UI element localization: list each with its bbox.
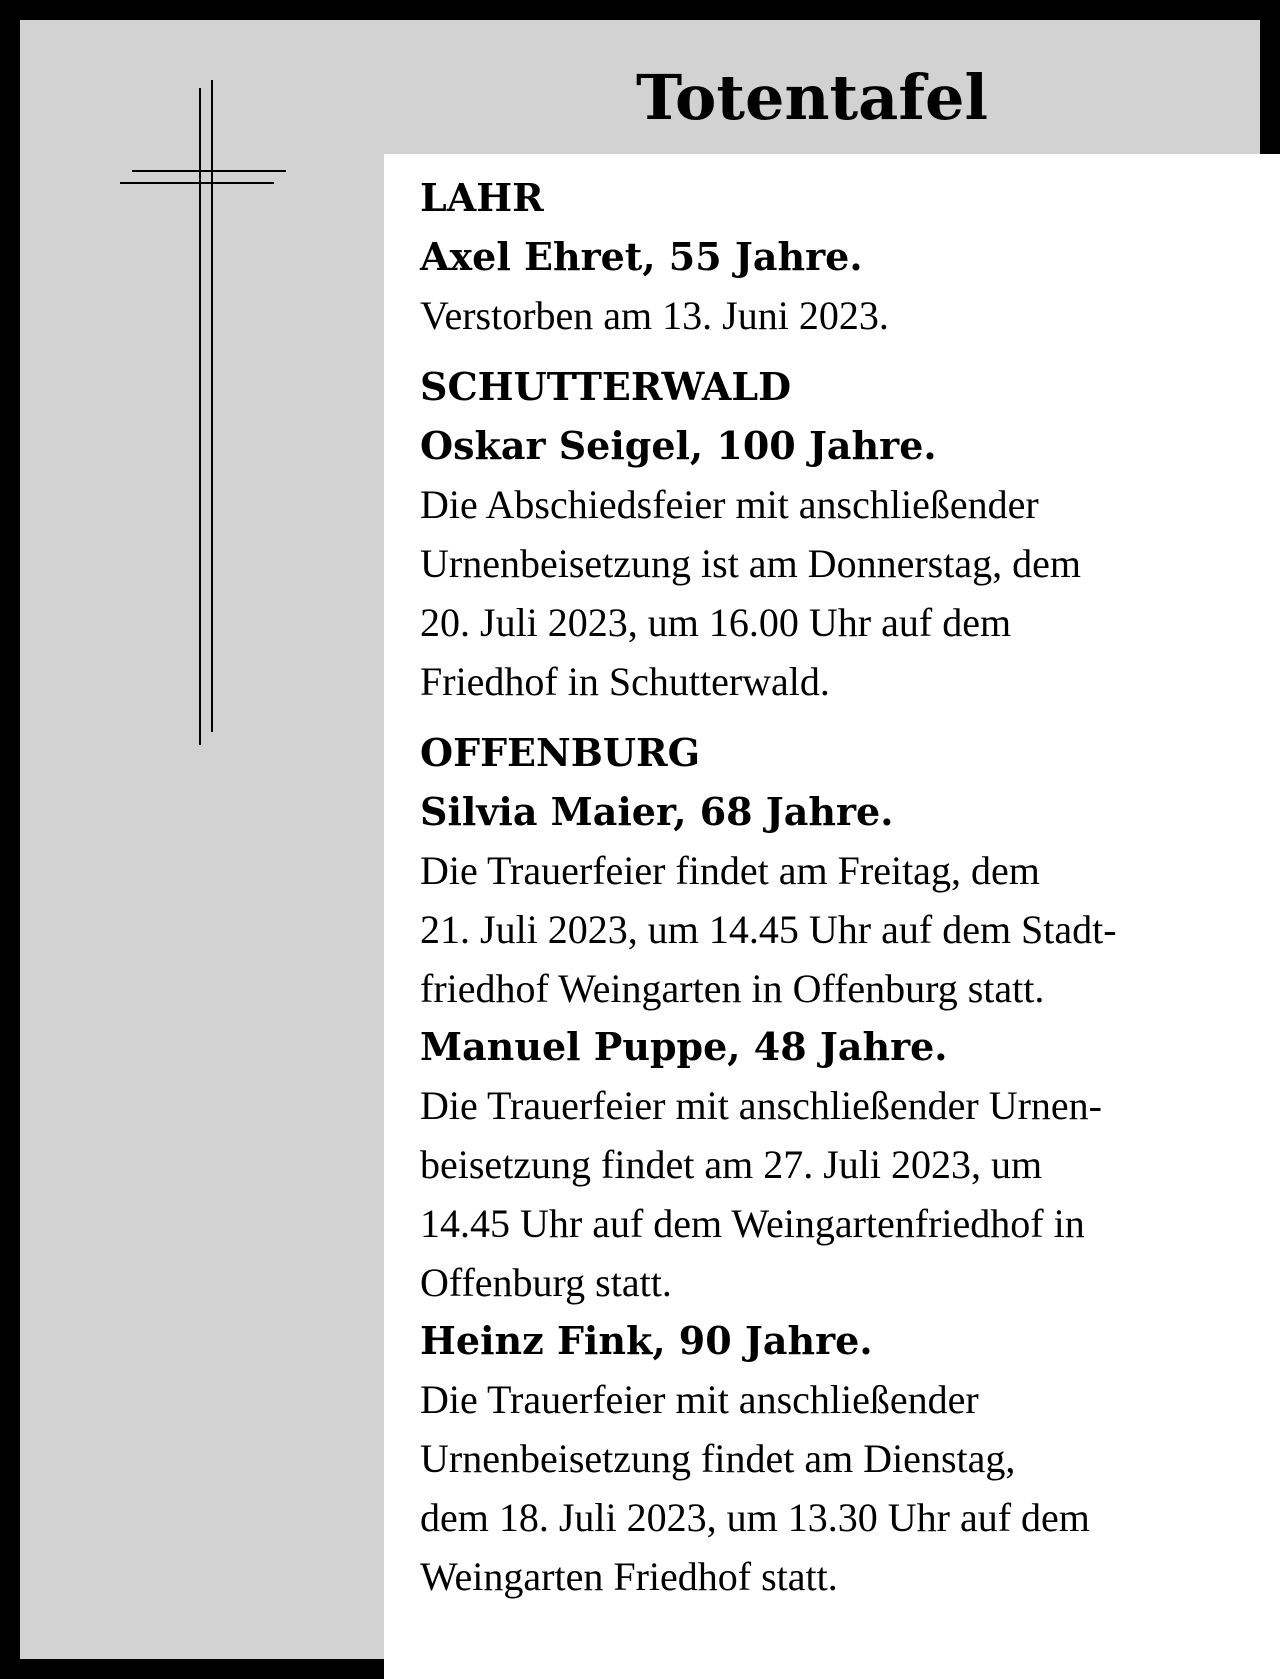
obituary-text-line: Verstorben am 13. Juni 2023. (420, 293, 889, 338)
obituary-text-line: 14.45 Uhr auf dem Weingartenfriedhof in (420, 1201, 1085, 1246)
obituary-text-line: Weingarten Friedhof statt. (420, 1554, 838, 1599)
place-heading: SCHUTTERWALD (420, 364, 792, 409)
page-title: Totentafel (635, 60, 989, 134)
obituary-entry (420, 783, 1240, 1018)
cross-icon (120, 80, 290, 760)
obituary-list (384, 154, 1280, 1679)
obituary-text-line: Die Abschiedsfeier mit anschließender (420, 482, 1039, 527)
deceased-name: Silvia Maier, 68 Jahre. (420, 789, 894, 834)
deceased-name: Heinz Fink, 90 Jahre. (420, 1318, 873, 1363)
obituary-text-line: Offenburg statt. (420, 1260, 672, 1305)
obituary-entry (420, 1312, 1240, 1606)
title-bar (384, 40, 1240, 154)
section-lahr (420, 168, 1240, 345)
place-heading: LAHR (420, 175, 544, 220)
obituary-text-line: Die Trauerfeier mit anschließender Urnen- (420, 1083, 1102, 1128)
section-schutterwald (420, 357, 1240, 711)
obituary-entry (420, 1018, 1240, 1312)
obituary-text-line: Die Trauerfeier findet am Freitag, dem (420, 848, 1040, 893)
obituary-text-line: friedhof Weingarten in Offenburg statt. (420, 966, 1045, 1011)
obituary-text-line: beisetzung findet am 27. Juli 2023, um (420, 1142, 1043, 1187)
obituary-text-line: 21. Juli 2023, um 14.45 Uhr auf dem Stadt- (420, 907, 1117, 952)
obituary-text-line: Friedhof in Schutterwald. (420, 659, 830, 704)
place-heading: OFFENBURG (420, 730, 701, 775)
obituary-text-line: 20. Juli 2023, um 16.00 Uhr auf dem (420, 600, 1012, 645)
section-offenburg (420, 723, 1240, 1606)
deceased-name: Axel Ehret, 55 Jahre. (420, 234, 863, 279)
obituary-text-line: Urnenbeisetzung ist am Donnerstag, dem (420, 541, 1081, 586)
deceased-name: Manuel Puppe, 48 Jahre. (420, 1024, 948, 1069)
obituary-text-line: Die Trauerfeier mit anschließender (420, 1377, 979, 1422)
obituary-text-line: dem 18. Juli 2023, um 13.30 Uhr auf dem (420, 1495, 1090, 1540)
deceased-name: Oskar Seigel, 100 Jahre. (420, 423, 937, 468)
obituary-entry (420, 417, 1240, 711)
obituary-entry (420, 228, 1240, 345)
obituary-text-line: Urnenbeisetzung findet am Dienstag, (420, 1436, 1016, 1481)
